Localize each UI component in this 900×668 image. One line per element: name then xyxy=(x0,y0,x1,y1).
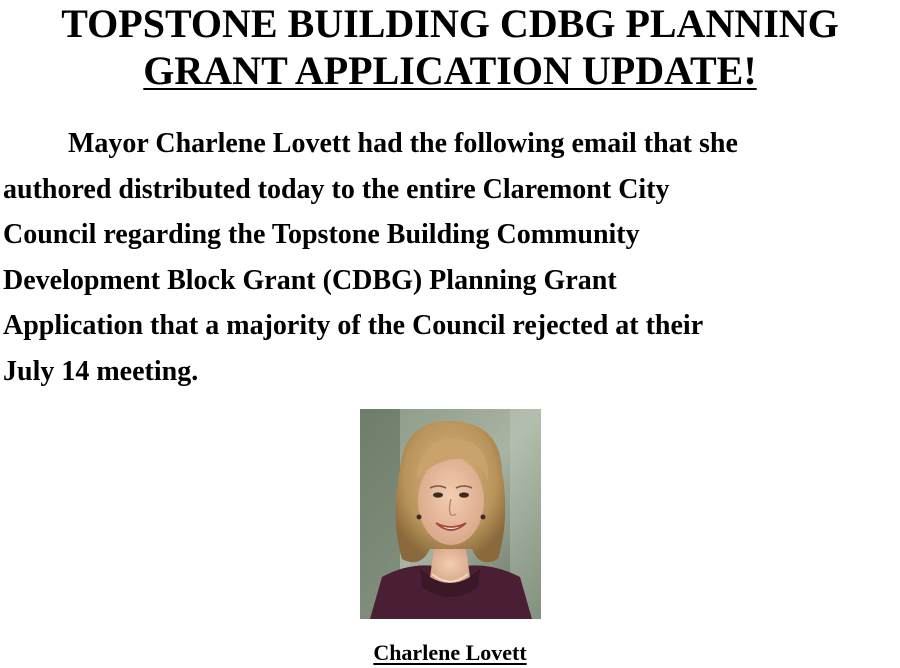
body-line-5: Application that a majority of the Council rejected at their xyxy=(3,310,704,341)
portrait-illustration xyxy=(360,409,541,619)
body-line-6: July 14 meeting. xyxy=(3,355,199,387)
body-line-1-text: Mayor Charlene Lovett had the following email that she xyxy=(68,128,738,159)
body-line-4: Development Block Grant (CDBG) Planning Grant xyxy=(3,264,617,296)
body-line-1 xyxy=(3,121,898,167)
portrait-photo xyxy=(360,409,541,619)
headline-line-2: GRANT APPLICATION UPDATE! xyxy=(143,48,757,93)
body-line-3: Council regarding the Topstone Building Community xyxy=(3,219,640,250)
article-headline xyxy=(0,0,900,94)
body-line-2: authored distributed today to the entire Claremont City xyxy=(3,173,670,205)
headline-line-1: TOPSTONE BUILDING CDBG PLANNING xyxy=(61,1,839,46)
photo-caption-text: Charlene Lovett xyxy=(373,640,527,665)
article-body-paragraph xyxy=(3,121,898,394)
photo-caption xyxy=(0,640,900,666)
